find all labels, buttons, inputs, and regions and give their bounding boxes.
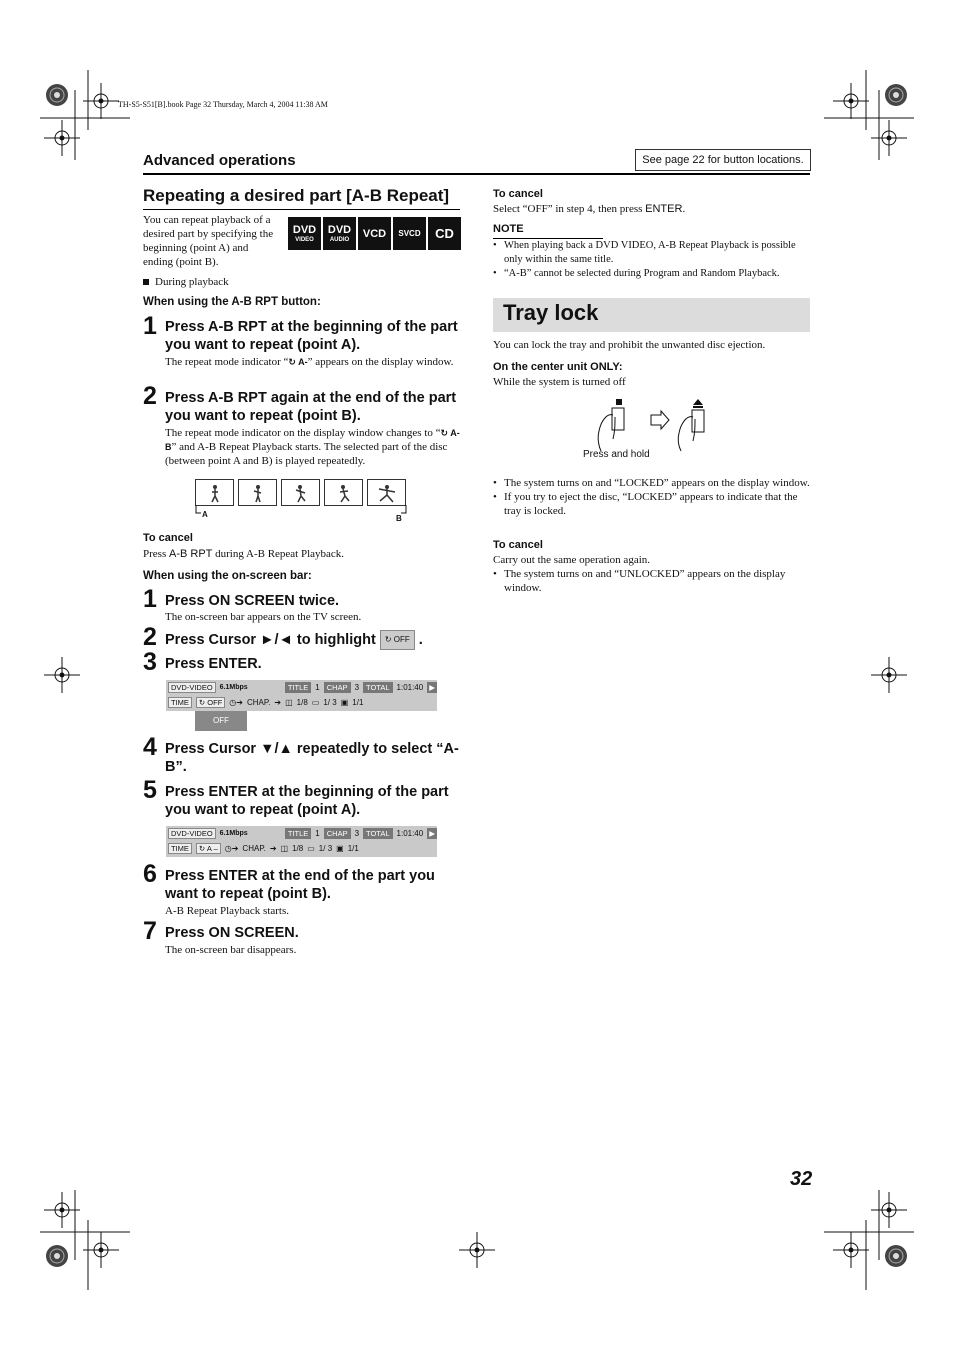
repeat-ab-icon: ↻ <box>440 428 451 438</box>
repeat-ab-icon: ↻ <box>288 357 299 367</box>
os-step1-note: The on-screen bar appears on the TV screen. <box>165 611 362 623</box>
subtitle-icon: ▭ <box>307 844 315 853</box>
badge-dvd-audio: DVD AUDIO <box>323 217 356 250</box>
os-step5-text: Press ENTER at the beginning of the part you want to repeat (point A). <box>165 784 449 818</box>
os-step7-text: Press ON SCREEN. <box>165 925 299 941</box>
ab-playback-frames <box>195 479 406 506</box>
cancel-heading: To cancel <box>143 532 193 544</box>
cancel-text: Press A-B RPT during A-B Repeat Playback. <box>143 548 345 560</box>
step-number: 1 <box>143 585 157 613</box>
badge-cd: CD <box>428 217 461 250</box>
os-step3-text: Press ENTER. <box>165 656 262 672</box>
tray-bullets <box>493 476 810 518</box>
os-step7-note: The on-screen bar disappears. <box>165 944 297 956</box>
center-unit-heading: On the center unit ONLY: <box>493 361 623 373</box>
step-number: 1 <box>143 312 157 340</box>
audio-icon: ◫ <box>280 844 289 853</box>
center-unit-text: While the system is turned off <box>493 376 626 388</box>
angle-icon: ▣ <box>340 698 349 707</box>
tray-lock-title: Tray lock <box>503 300 599 325</box>
cancel2-bullets <box>493 567 810 595</box>
video-frame <box>195 479 234 506</box>
stop-icon <box>616 399 622 405</box>
video-frame <box>367 479 406 506</box>
section-label: Advanced operations <box>143 152 296 169</box>
onscreen-bar-off: DVD-VIDEO 6.1Mbps TITLE 1 CHAP 3 TOTAL 1:01:40 ▶ TIME ↻ OFF ◷➔ CHAP. ➔ ◫ 1/8 ▭ 1/ 3 ▣ 1/1 <box>166 680 437 711</box>
time-search-icon: ◷➔ <box>229 698 243 707</box>
step-number: 4 <box>143 733 157 761</box>
step1-note: The repeat mode indicator “↻ A-” appears on the display window. <box>165 356 454 368</box>
step-number: 5 <box>143 776 157 804</box>
list-item: • If you try to eject the disc, “LOCKED” appears to indicate that the tray is locked. <box>493 490 810 518</box>
repeat-off-icon: ↻ OFF <box>380 630 415 650</box>
cancel2-text: Carry out the same operation again. <box>493 554 651 566</box>
note-heading: NOTE <box>493 223 524 235</box>
os-step1-text: Press ON SCREEN twice. <box>165 593 340 609</box>
onscreen-bar-ab: DVD-VIDEO 6.1Mbps TITLE 1 CHAP 3 TOTAL 1:01:40 ▶ TIME ↻ A – ◷➔ CHAP. ➔ ◫ 1/8 ▭ 1/ 3 ▣ 1/1 <box>166 826 437 857</box>
onscreen-heading: When using the on-screen bar: <box>143 570 312 582</box>
step-number: 2 <box>143 382 157 410</box>
video-frame <box>281 479 320 506</box>
eject-icon <box>693 399 703 405</box>
os-step6-note: A-B Repeat Playback starts. <box>165 905 290 917</box>
arrow-right-icon <box>651 411 669 429</box>
press-and-hold-illustration <box>585 395 720 455</box>
step-number: 7 <box>143 917 157 945</box>
step-number: 3 <box>143 648 157 676</box>
ab-repeat-title: Repeating a desired part [A-B Repeat] <box>143 186 450 205</box>
right-cancel-heading: To cancel <box>493 188 543 200</box>
rpt-heading: When using the A-B RPT button: <box>143 296 321 308</box>
note-list <box>493 239 810 281</box>
audio-icon: ◫ <box>285 698 293 707</box>
ab-bracket <box>193 505 409 523</box>
os-step2-text: Press Cursor ►/◄ to highlight ↻ OFF . <box>165 630 423 650</box>
badge-dvd-video: DVD VIDEO <box>288 217 321 250</box>
badge-svcd: SVCD <box>393 217 426 250</box>
video-frame <box>324 479 363 506</box>
list-item: • The system turns on and “LOCKED” appears on the display window. <box>493 476 810 490</box>
video-frame <box>238 479 277 506</box>
list-item: • The system turns on and “UNLOCKED” appears on the display window. <box>493 567 810 595</box>
step1-text: Press A-B RPT at the beginning of the part you want to repeat (point A). <box>165 319 458 353</box>
time-search-icon: ◷➔ <box>224 844 239 853</box>
title-rule <box>143 209 460 210</box>
badge-vcd: VCD <box>358 217 391 250</box>
os-step4-text: Press Cursor ▼/▲ repeatedly to select “A-B”. <box>165 741 459 775</box>
list-item: • When playing back a DVD VIDEO, A-B Repeat Playback is possible only within the same title. <box>493 239 810 267</box>
step-number: 6 <box>143 860 157 888</box>
see-page-box: See page 22 for button locations. <box>635 149 811 171</box>
press-and-hold-label: Press and hold <box>583 449 650 460</box>
list-item: • “A-B” cannot be selected during Program and Random Playback. <box>493 267 810 281</box>
step-number: 2 <box>143 623 157 651</box>
repeat-popup: OFF <box>195 711 247 731</box>
during-playback: During playback <box>143 275 229 289</box>
point-a-label: A <box>202 510 208 519</box>
point-b-label: B <box>396 514 402 523</box>
play-arrow-icon: ▶ <box>429 829 435 838</box>
ab-intro: You can repeat playback of a desired part by specifying the beginning (point A) and ending (point B). <box>143 214 274 268</box>
os-step6-text: Press ENTER at the end of the part you want to repeat (point B). <box>165 868 435 902</box>
page-number: 32 <box>790 1168 813 1190</box>
step2-text: Press A-B RPT again at the end of the part you want to repeat (point B). <box>165 390 457 424</box>
subtitle-icon: ▭ <box>311 698 320 707</box>
tray-intro: You can lock the tray and prohibit the unwanted disc ejection. <box>493 339 766 351</box>
play-arrow-icon: ▶ <box>429 683 435 692</box>
header-rule <box>143 173 810 175</box>
square-bullet-icon <box>143 279 149 285</box>
cancel2-heading: To cancel <box>493 539 543 551</box>
angle-icon: ▣ <box>336 844 344 853</box>
print-header: TH-S5-S51[B].book Page 32 Thursday, March 4, 2004 11:38 AM <box>118 100 328 109</box>
step2-note: The repeat mode indicator on the display window changes to “↻ A-B” and A-B Repeat Playback starts. The selected part of the disc (between point A and B) is played repeatedly. <box>165 427 460 467</box>
disc-type-badges <box>288 217 461 250</box>
right-cancel-text: Select “OFF” in step 4, then press ENTER. <box>493 203 686 215</box>
